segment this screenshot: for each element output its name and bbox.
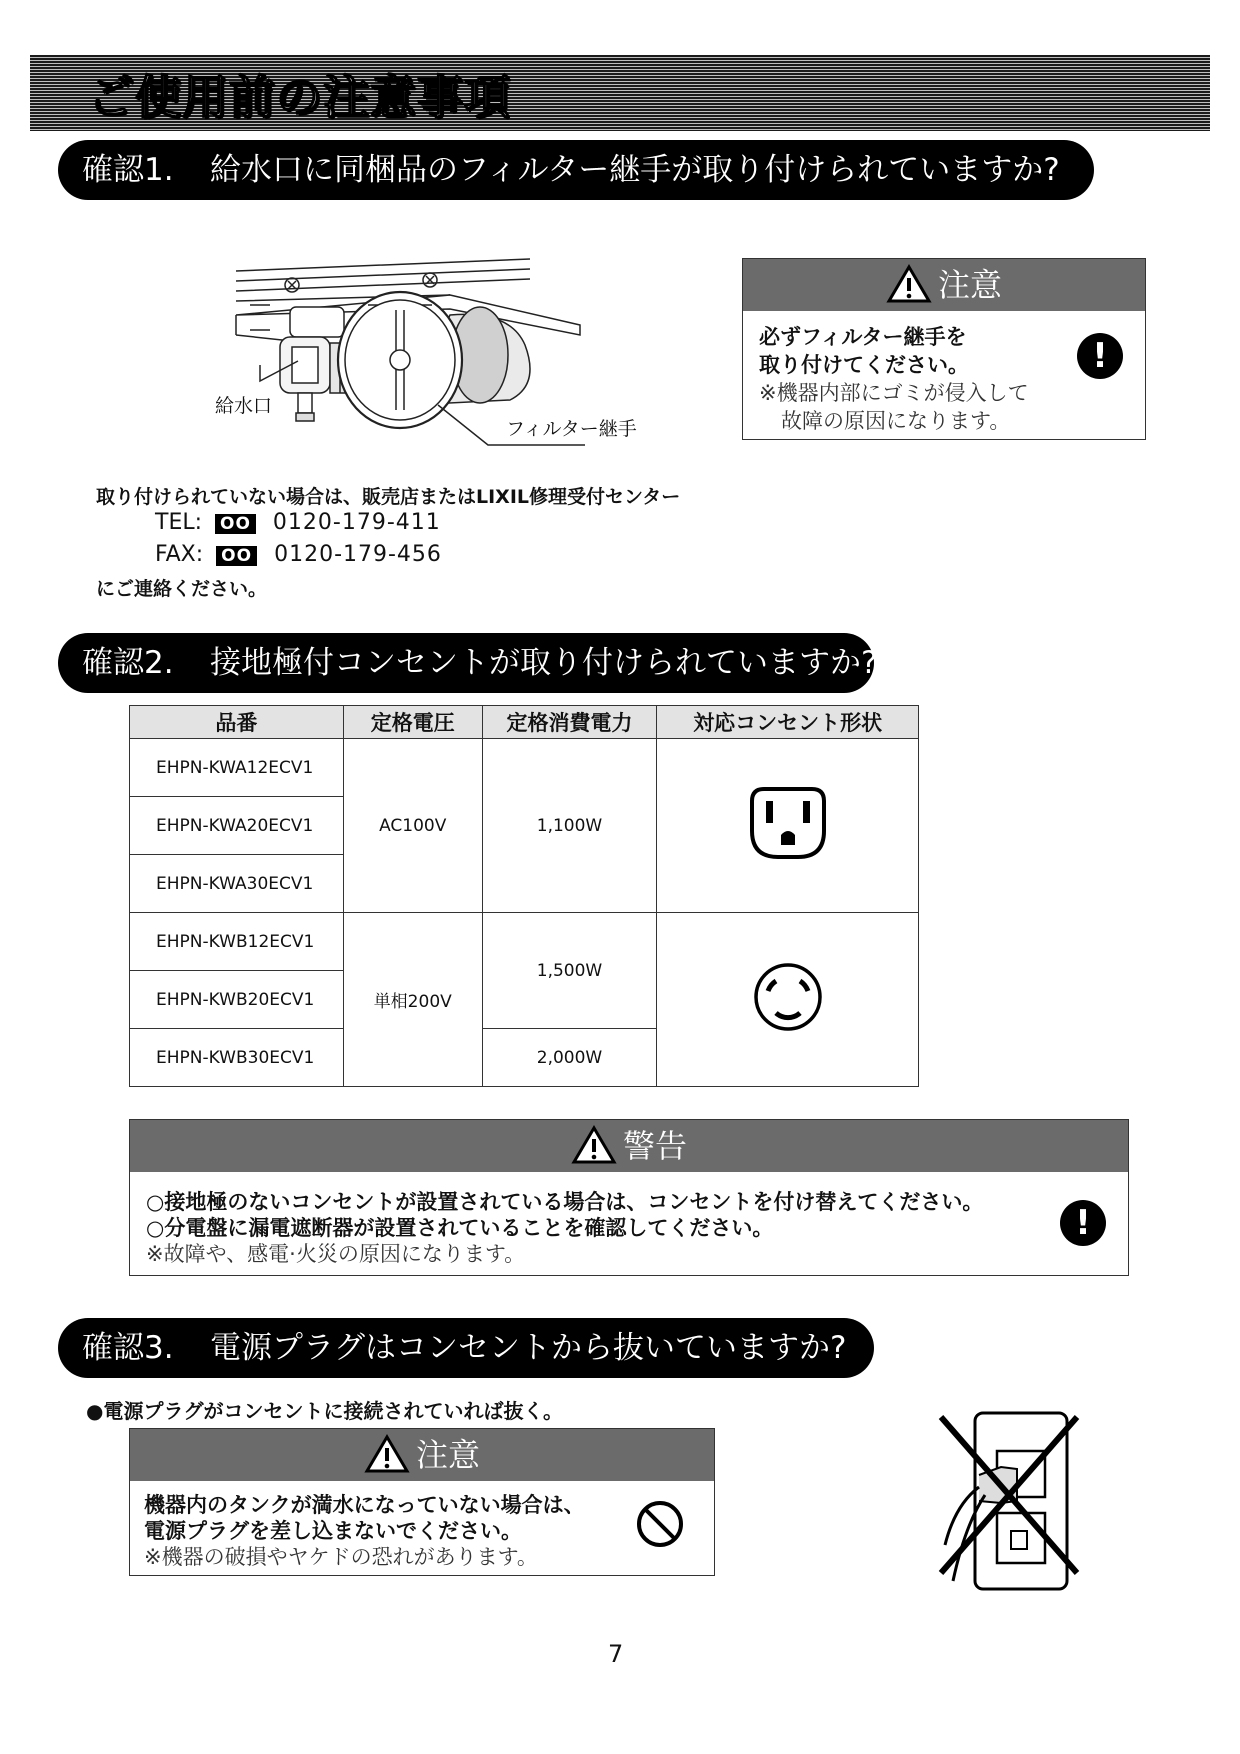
power-cell: 2,000W bbox=[482, 1029, 657, 1087]
col-header-voltage: 定格電圧 bbox=[343, 706, 482, 739]
warning-box bbox=[129, 1119, 1129, 1276]
tel-number: 0120-179-411 bbox=[272, 510, 441, 535]
warning-note: ※故障や、感電·火災の原因になります。 bbox=[146, 1242, 526, 1266]
section-1-heading bbox=[58, 140, 1094, 200]
warning-line-1: ○接地極のないコンセントが設置されている場合は、コンセントを付け替えてください。 bbox=[146, 1190, 984, 1214]
caution-note-2: 故障の原因になります。 bbox=[781, 409, 1011, 433]
contact-outro: にご連絡ください。 bbox=[96, 578, 268, 600]
prohibition-icon bbox=[635, 1499, 685, 1549]
section-2-heading bbox=[58, 633, 878, 693]
caution-header-text: 注意 bbox=[937, 266, 1002, 304]
power-cell: 1,500W bbox=[482, 913, 657, 1029]
outlet-shape-cell bbox=[657, 739, 919, 913]
warning-triangle-icon bbox=[886, 264, 932, 304]
caution-header bbox=[130, 1429, 714, 1481]
mandatory-icon: ! bbox=[1077, 333, 1123, 379]
section-2-title: 接地極付コンセントが取り付けられていますか? bbox=[210, 645, 878, 681]
spec-table bbox=[129, 705, 919, 1087]
page-title: ご使用前の注意事項 bbox=[88, 70, 511, 124]
contact-fax-row bbox=[155, 542, 442, 567]
section-3-heading bbox=[58, 1318, 874, 1378]
label-water-inlet: 給水口 bbox=[215, 395, 273, 417]
caution-line-2: 取り付けてください。 bbox=[759, 353, 969, 377]
contact-intro: 取り付けられていない場合は、販売店またはLIXIL修理受付センター bbox=[96, 486, 681, 508]
section-3-bullet: ●電源プラグがコンセントに接続されていれば抜く。 bbox=[86, 1399, 564, 1423]
page-number: 7 bbox=[608, 1640, 624, 1668]
col-header-model: 品番 bbox=[130, 706, 344, 739]
model-cell: EHPN-KWB30ECV1 bbox=[130, 1029, 344, 1087]
mandatory-icon: ! bbox=[1060, 1200, 1106, 1246]
fax-number: 0120-179-456 bbox=[274, 542, 442, 567]
caution-header-text: 注意 bbox=[415, 1436, 480, 1474]
outlet-100v-icon bbox=[748, 785, 828, 861]
warning-line-2: ○分電盤に漏電遮断器が設置されていることを確認してください。 bbox=[146, 1216, 774, 1240]
tel-label: TEL: bbox=[155, 510, 203, 535]
model-cell: EHPN-KWB12ECV1 bbox=[130, 913, 344, 971]
section-3-number: 確認3. bbox=[82, 1330, 174, 1366]
label-filter-joint: フィルター継手 bbox=[506, 418, 637, 440]
freedial-icon: OO bbox=[215, 514, 256, 534]
model-cell: EHPN-KWA20ECV1 bbox=[130, 797, 344, 855]
caution-line-1: 機器内のタンクが満水になっていない場合は、 bbox=[144, 1493, 585, 1517]
section-1-title: 給水口に同梱品のフィルター継手が取り付けられていますか? bbox=[210, 152, 1060, 188]
caution-box-plug bbox=[129, 1428, 715, 1576]
col-header-power: 定格消費電力 bbox=[482, 706, 657, 739]
unplug-illustration bbox=[935, 1405, 1085, 1595]
model-cell: EHPN-KWB20ECV1 bbox=[130, 971, 344, 1029]
freedial-icon: OO bbox=[216, 546, 257, 566]
voltage-cell: 単相200V bbox=[343, 913, 482, 1087]
caution-box-filter bbox=[742, 258, 1146, 440]
voltage-cell: AC100V bbox=[343, 739, 482, 913]
warning-header bbox=[130, 1120, 1128, 1172]
model-cell: EHPN-KWA30ECV1 bbox=[130, 855, 344, 913]
warning-triangle-icon bbox=[571, 1125, 617, 1165]
power-cell: 1,100W bbox=[482, 739, 657, 913]
section-1-number: 確認1. bbox=[82, 152, 174, 188]
warning-triangle-icon bbox=[364, 1434, 410, 1474]
caution-note-1: ※機器内部にゴミが侵入して bbox=[759, 381, 1029, 405]
section-3-title: 電源プラグはコンセントから抜いていますか? bbox=[210, 1330, 847, 1366]
caution-line-2: 電源プラグを差し込まないでください。 bbox=[144, 1519, 522, 1543]
caution-header bbox=[743, 259, 1145, 311]
col-header-outlet: 対応コンセント形状 bbox=[657, 706, 919, 739]
model-cell: EHPN-KWA12ECV1 bbox=[130, 739, 344, 797]
outlet-200v-icon bbox=[752, 961, 824, 1033]
contact-tel-row bbox=[155, 510, 441, 535]
page-title-banner bbox=[30, 55, 1210, 131]
section-2-number: 確認2. bbox=[82, 645, 174, 681]
caution-line-1: 必ずフィルター継手を bbox=[759, 325, 967, 349]
caution-note: ※機器の破損やヤケドの恐れがあります。 bbox=[144, 1545, 538, 1569]
fax-label: FAX: bbox=[155, 542, 204, 567]
outlet-shape-cell bbox=[657, 913, 919, 1087]
warning-header-text: 警告 bbox=[622, 1127, 687, 1165]
